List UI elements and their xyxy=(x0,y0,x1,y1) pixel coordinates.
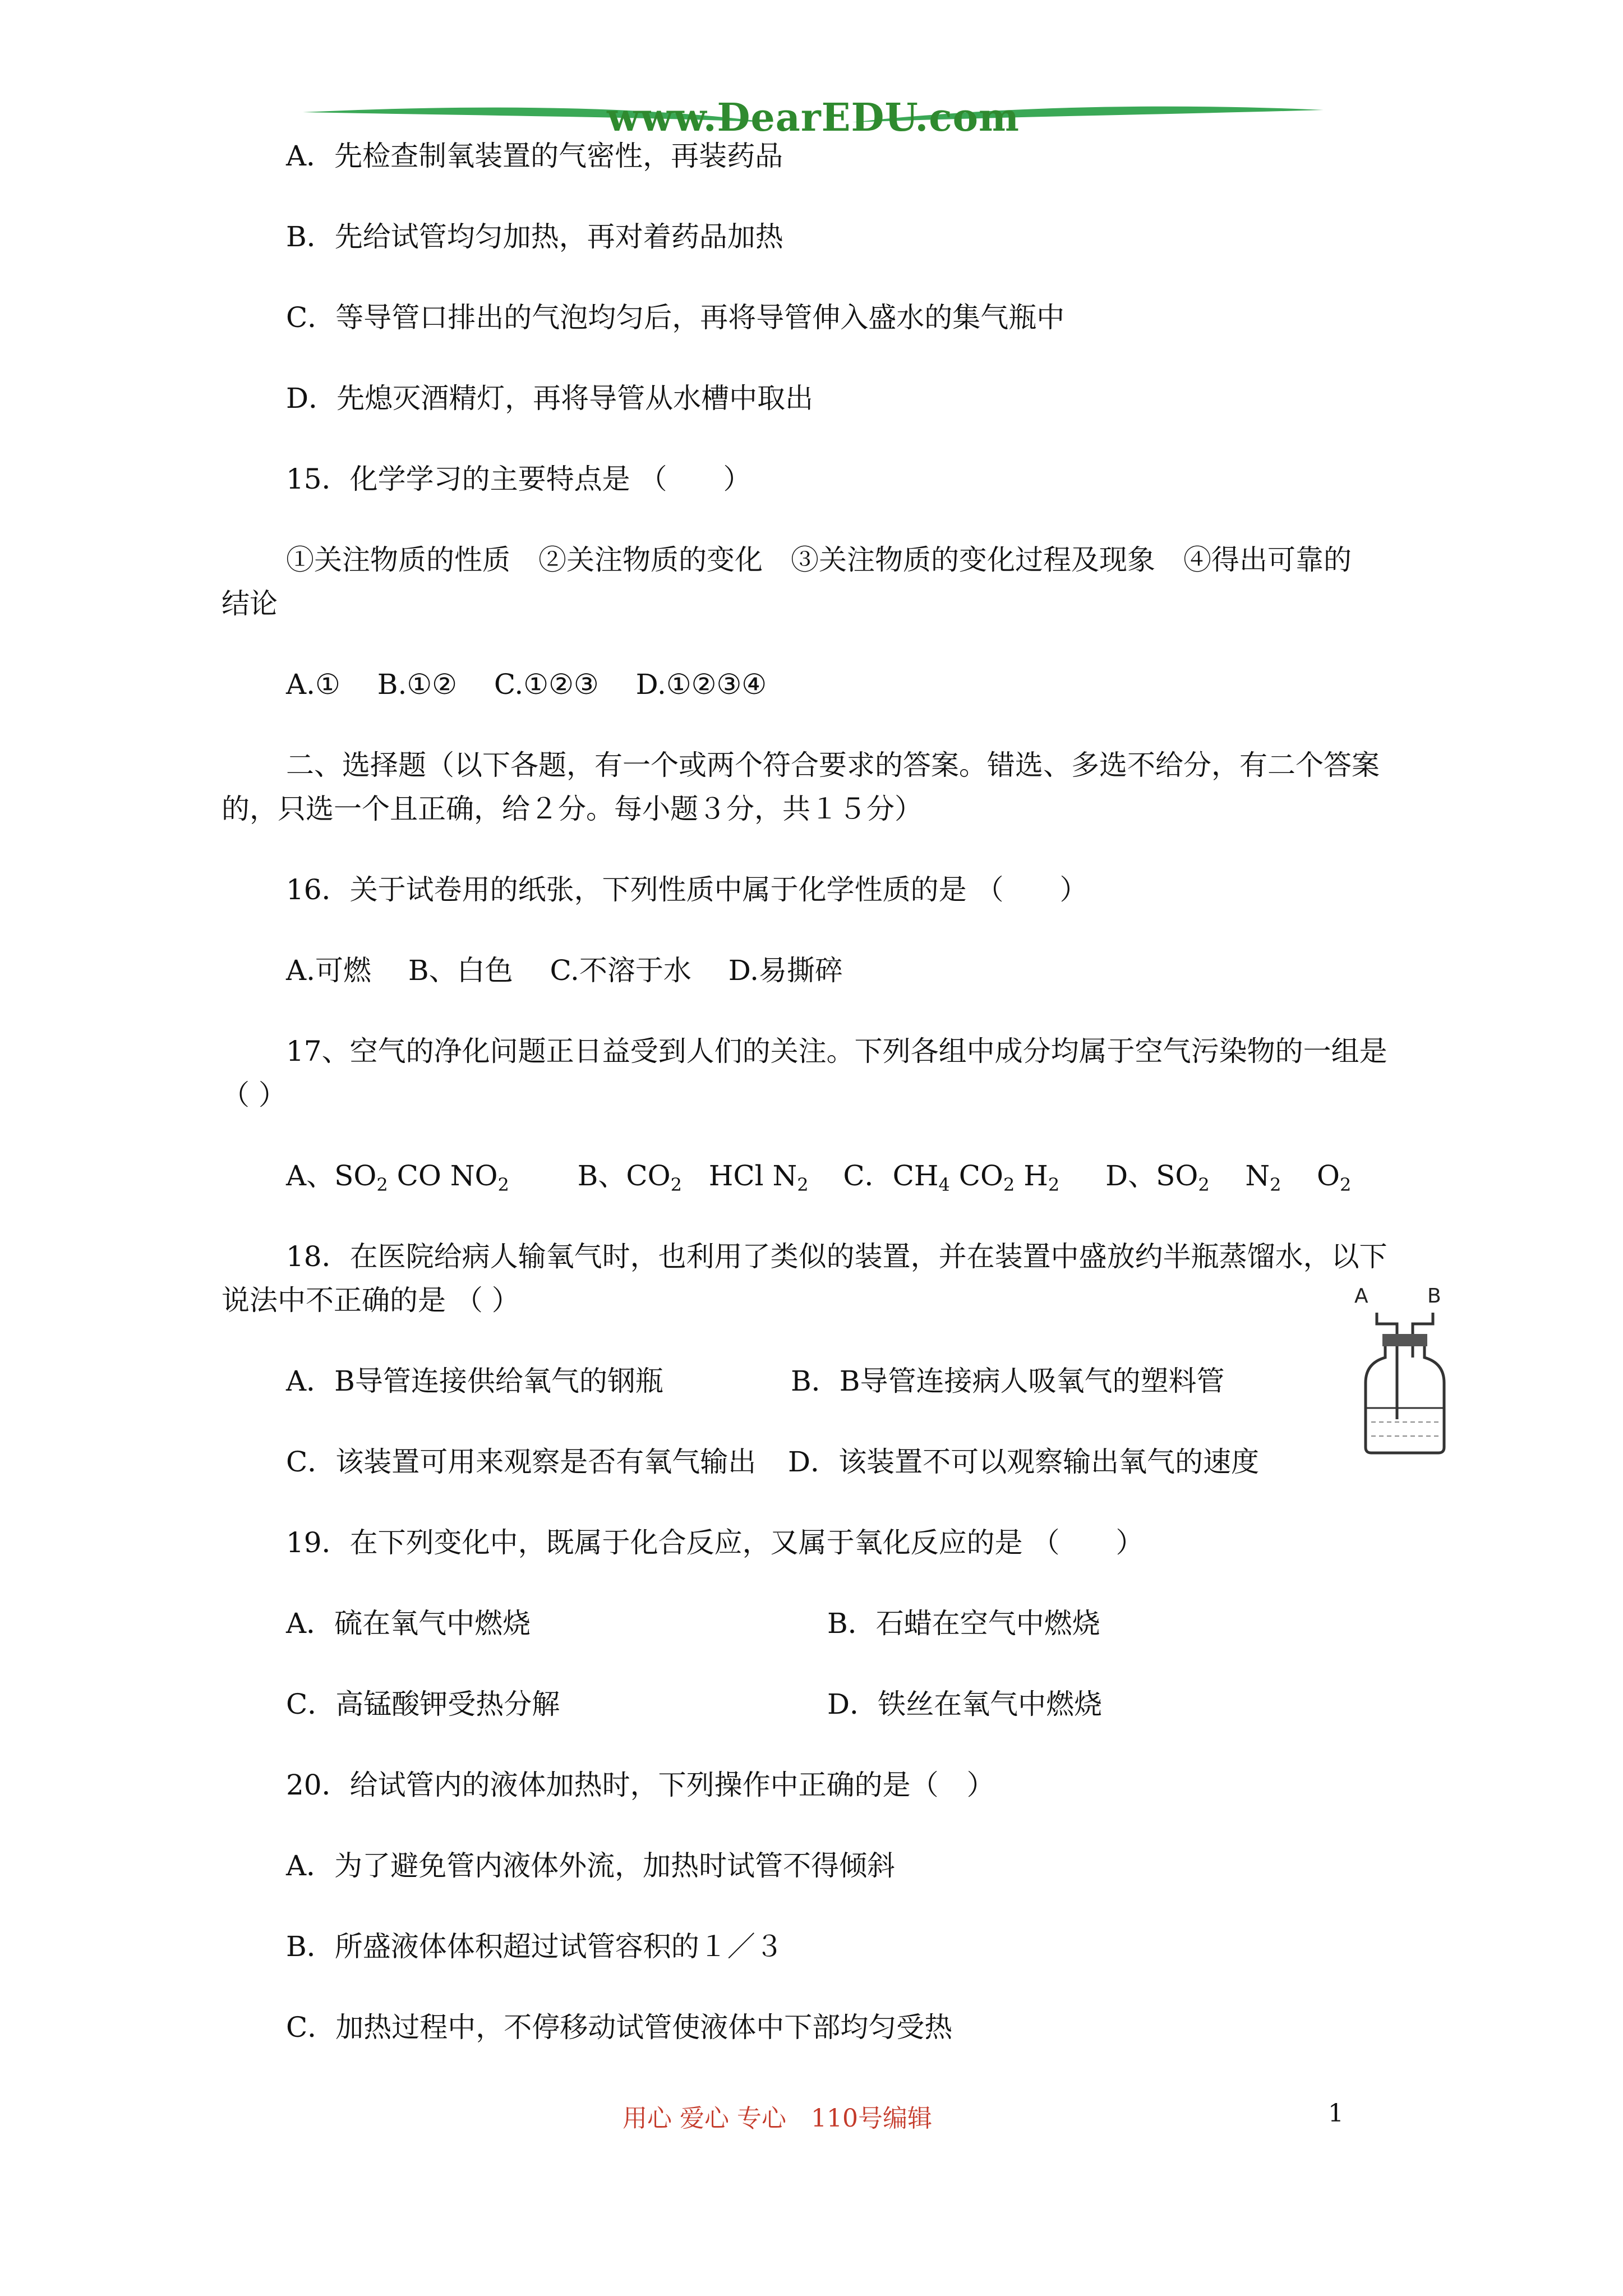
q14-option-d: D．先熄灭酒精灯，再将导管从水槽中取出 xyxy=(286,382,814,415)
q16-stem: 16．关于试卷用的纸张，下列性质中属于化学性质的是 （ ） xyxy=(286,873,1088,906)
page-number: 1 xyxy=(1328,2099,1344,2128)
q18-option-c: C．该装置可用来观察是否有氧气输出 xyxy=(286,1446,757,1478)
tube-a-long xyxy=(1377,1313,1397,1419)
q20-option-b: B．所盛液体体积超过试管容积的１／３ xyxy=(286,1930,783,1963)
site-title: www.DearEDU.com xyxy=(607,95,1020,140)
q15-stem: 15．化学学习的主要特点是 （ ） xyxy=(286,463,751,495)
stopper xyxy=(1382,1334,1427,1346)
q19-option-b: B．石蜡在空气中燃烧 xyxy=(827,1607,1100,1640)
q19-option-a: A．硫在氧气中燃烧 xyxy=(286,1607,531,1640)
q20-stem: 20．给试管内的液体加热时，下列操作中正确的是（ ） xyxy=(286,1769,995,1801)
q20-option-c: C．加热过程中，不停移动试管使液体中下部均匀受热 xyxy=(286,2011,953,2044)
q14-option-a: A．先检查制氧装置的气密性，再装药品 xyxy=(286,140,783,172)
q15-items-line2: 结论 xyxy=(222,587,278,620)
q17-option-a: A、$SO_2$ CO $NO_2$ xyxy=(286,1159,509,1195)
q20-option-a: A．为了避免管内液体外流，加热时试管不得倾斜 xyxy=(286,1849,896,1882)
q14-option-b: B．先给试管均匀加热，再对着药品加热 xyxy=(286,220,783,253)
q16-options: A.可燃 B、白色 C.不溶于水 D.易撕碎 xyxy=(286,954,843,987)
label-b: B xyxy=(1427,1285,1441,1308)
q17-option-b: B、$CO_2$ HCl $N_2$ xyxy=(577,1159,809,1195)
q19-option-d: D．铁丝在氧气中燃烧 xyxy=(827,1688,1103,1720)
q17-stem-line2: （ ） xyxy=(222,1079,287,1111)
q19-stem: 19．在下列变化中，既属于化合反应，又属于氧化反应的是 （ ） xyxy=(286,1526,1144,1559)
q18-stem-line2: 说法中不正确的是 （ ） xyxy=(222,1284,520,1317)
gas-bottle-diagram xyxy=(1343,1279,1472,1458)
section2-heading-line2: 的，只选一个且正确，给２分。每小题３分，共１５分） xyxy=(222,793,923,825)
bottle-outline xyxy=(1366,1346,1444,1453)
q19-option-c: C．高锰酸钾受热分解 xyxy=(286,1688,560,1720)
q17-options xyxy=(286,1153,1351,1207)
q15-options: A.① B.①② C.①②③ D.①②③④ xyxy=(286,668,767,701)
q18-option-b: B．B导管连接病人吸氧气的塑料管 xyxy=(791,1365,1225,1397)
q17-option-c: C．$CH_4$ $CO_2$ $H_2$ xyxy=(843,1159,1060,1195)
q17-stem-line1: 17、空气的净化问题正日益受到人们的关注。下列各组中成分均属于空气污染物的一组是 xyxy=(286,1035,1387,1068)
q14-option-c: C．等导管口排出的气泡均匀后，再将导管伸入盛水的集气瓶中 xyxy=(286,301,1065,334)
q18-option-a: A．B导管连接供给氧气的钢瓶 xyxy=(286,1365,663,1397)
footer-text: 用心 爱心 专心 110号编辑 xyxy=(623,2104,932,2133)
q17-option-d: D、$SO_2$ $N_2$ $O_2$ xyxy=(1105,1159,1352,1195)
q15-items-line1: ①关注物质的性质 ②关注物质的变化 ③关注物质的变化过程及现象 ④得出可靠的 xyxy=(286,544,1352,576)
label-a: A xyxy=(1354,1285,1368,1308)
q18-stem-line1: 18．在医院给病人输氧气时，也利用了类似的装置，并在装置中盛放约半瓶蒸馏水，以下 xyxy=(286,1240,1387,1273)
section2-heading-line1: 二、选择题（以下各题，有一个或两个符合要求的答案。错选、多选不给分，有二个答案 xyxy=(286,749,1380,781)
q18-option-d: D．该装置不可以观察输出氧气的速度 xyxy=(788,1446,1260,1478)
